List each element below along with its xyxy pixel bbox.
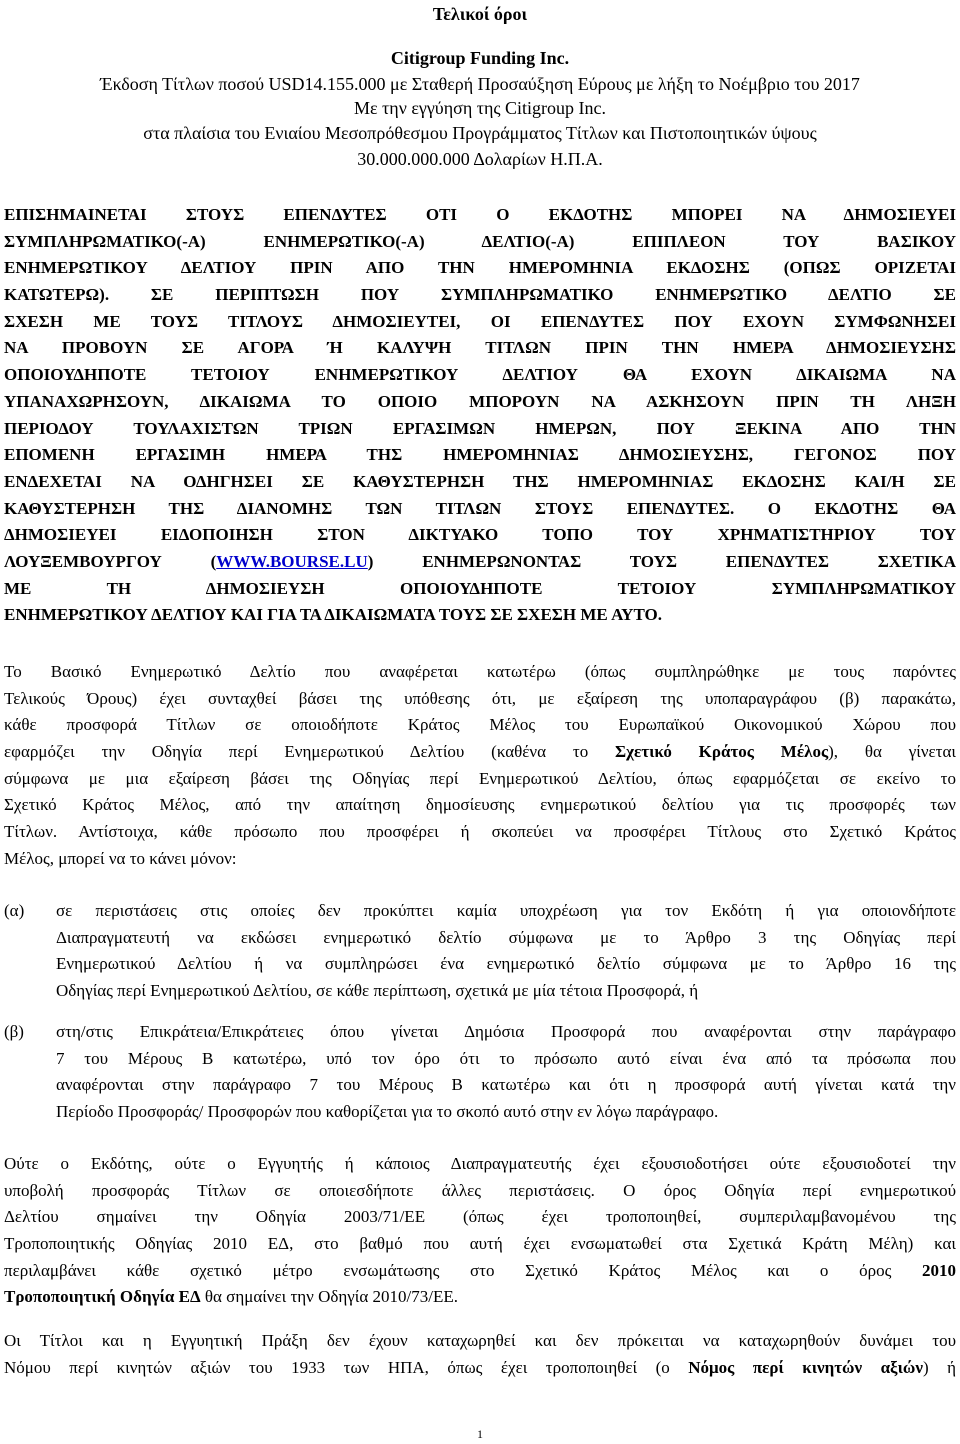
notice-line: ΟΠΟΙΟΥΔΗΠΟΤΕ ΤΕΤΟΙΟΥ ΕΝΗΜΕΡΩΤΙΚΟΥ ΔΕΛΤΙΟΥ ΘΑ ΕΧΟΥΝ ΔΙΚΑΙΩΜΑ ΝΑ [4, 365, 956, 385]
paragraph-line: Το Βασικό Ενημερωτικό Δελτίο που αναφέρεται κατωτέρω (όπως συμπληρώθηκε με τους παρόντες [4, 662, 956, 681]
issue-description: Έκδοση Τίτλων ποσού USD14.155.000 με Σταθερή Προσαύξηση Εύρους με λήξη το Νοέμβριο του 2017 [100, 74, 860, 94]
list-item-line: Περίοδο Προσφοράς/ Προσφορών που καθορίζεται για το σκοπό αυτό στην εν λόγω παράγραφο. [56, 1102, 719, 1122]
list-item-line: Διαπραγματευτή να εκδώσει ενημερωτικό δελτίο σύμφωνα με το Άρθρο 3 της Οδηγίας περί [56, 927, 956, 947]
paragraph-text: περιλαμβάνει κάθε σχετικό μέτρο ενσωμάτωσης στο Σχετικό Κράτος Μέλος και ο όρος [4, 1260, 922, 1280]
notice-line: ΕΝΗΜΕΡΩΤΙΚΟΥ ΔΕΛΤΙΟΥ ΚΑΙ ΓΙΑ ΤΑ ΔΙΚΑΙΩΜΑΤΑ ΤΟΥΣ ΣΕ ΣΧΕΣΗ ΜΕ ΑΥΤΟ. [4, 605, 662, 625]
amending-directive-term: 2010 [922, 1260, 956, 1280]
relevant-member-state-term: Σχετικό Κράτος Μέλος [615, 742, 829, 762]
paragraph-line: Οι Τίτλοι και η Εγγυητική Πράξη δεν έχουν καταχωρηθεί και δεν πρόκειται να καταχωρηθούν δυνάμει του [4, 1331, 956, 1350]
list-item-line: στη/στις Επικράτεια/Επικράτειες όπου γίνεται Δημόσια Προσφορά που αναφέρονται στην παράγραφο [56, 1022, 956, 1041]
notice-line: ΕΝΗΜΕΡΩΤΙΚΟΥ ΔΕΛΤΙΟΥ ΠΡΙΝ ΑΠΟ ΤΗΝ ΗΜΕΡΟΜΗΝΙΑ ΕΚΔΟΣΗΣ (ΟΠΩΣ ΟΡΙΖΕΤΑΙ [4, 258, 956, 278]
paragraph-line: σύμφωνα με μια εξαίρεση βάσει της Οδηγίας περί Ενημερωτικού Δελτίου, όπως εφαρμόζεται σε εκείνο το [4, 768, 956, 788]
paragraph-line: Τροποποιητικής Οδηγίας 2010 ΕΔ, στο βαθμό που αυτή έχει ενσωματωθεί στα Σχετικά Κράτη Μέλη) και [4, 1234, 956, 1254]
list-item-line: αναφέρονται στην παράγραφο 7 του Μέρους Β κατωτέρω και ότι η προσφορά αυτή γίνεται κατά την [56, 1075, 956, 1095]
notice-line: ΕΠΟΜΕΝΗ ΕΡΓΑΣΙΜΗ ΗΜΕΡΑ ΤΗΣ ΗΜΕΡΟΜΗΝΙΑΣ ΔΗΜΟΣΙΕΥΣΗΣ, ΓΕΓΟΝΟΣ ΠΟΥ [4, 445, 956, 465]
notice-line: ΕΝΔΕΧΕΤΑΙ ΝΑ ΟΔΗΓΗΣΕΙ ΣΕ ΚΑΘΥΣΤΕΡΗΣΗ ΤΗΣ ΗΜΕΡΟΜΗΝΙΑΣ ΕΚΔΟΣΗΣ ΚΑΙ/Η ΣΕ [4, 471, 956, 491]
amending-directive-term: Τροποποιητική Οδηγία ΕΔ [4, 1287, 201, 1307]
paragraph-line [4, 1258, 956, 1285]
notice-text: ) ΕΝΗΜΕΡΩΝΟΝΤΑΣ ΤΟΥΣ ΕΠΕΝΔΥΤΕΣ ΣΧΕΤΙΚΑ [367, 551, 956, 571]
paragraph-line: Μέλος, μπορεί να το κάνει μόνον: [4, 848, 237, 868]
paragraph-text: εφαρμόζει την Οδηγία περί Ενημερωτικού Δελτίου (καθένα το [4, 742, 616, 762]
document-title: Τελικοί όροι [432, 4, 528, 24]
notice-line: ΚΑΤΩΤΕΡΩ). ΣΕ ΠΕΡΙΠΤΩΣΗ ΠΟΥ ΣΥΜΠΛΗΡΩΜΑΤΙΚΟ ΕΝΗΜΕΡΩΤΙΚΟ ΔΕΛΤΙΟ ΣΕ [4, 285, 956, 305]
notice-line: ΥΠΑΝΑΧΩΡΗΣΟΥΝ, ΔΙΚΑΙΩΜΑ ΤΟ ΟΠΟΙΟ ΜΠΟΡΟΥΝ ΝΑ ΑΣΚΗΣΟΥΝ ΠΡΙΝ ΤΗ ΛΗΞΗ [4, 391, 956, 411]
notice-line: ΠΕΡΙΟΔΟΥ ΤΟΥΛΑΧΙΣΤΩΝ ΤΡΙΩΝ ΕΡΓΑΣΙΜΩΝ ΗΜΕΡΩΝ, ΠΟΥ ΞΕΚΙΝΑ ΑΠΟ ΤΗΝ [4, 418, 956, 438]
list-item-b [56, 1019, 956, 1126]
programme-amount: 30.000.000.000 Δολαρίων Η.Π.Α. [357, 149, 603, 169]
paragraph-text: ), θα γίνεται [828, 742, 956, 762]
notice-line [4, 549, 956, 576]
paragraph-text: Νόμου περί κινητών αξιών του 1933 των ΗΠΑ, όπως έχει τροποποιηθεί (ο [4, 1357, 689, 1377]
paragraph-line [4, 1284, 956, 1311]
paragraph-line: Τελικούς Όρους) έχει συνταχθεί βάσει της υπόθεσης ότι, με εξαίρεση της υποπαραγράφου (β) παρακάτω, [4, 688, 956, 708]
paragraph-line: Τίτλων. Αντίστοιχα, κάθε πρόσωπο που προσφέρει ή σκοπεύει να προσφέρει Τίτλους στο Σχετικό Κράτος [4, 822, 956, 842]
notice-line: ΜΕ ΤΗ ΔΗΜΟΣΙΕΥΣΗ ΟΠΟΙΟΥΔΗΠΟΤΕ ΤΕΤΟΙΟΥ ΣΥΜΠΛΗΡΩΜΑΤΙΚΟΥ [4, 578, 956, 598]
list-item-line: Οδηγίας περί Ενημερωτικού Δελτίου, σε κάθε περίπτωση, σχετικά με μία τέτοια Προσφορά, ή [56, 981, 699, 1001]
list-marker-a: (α) [4, 901, 25, 920]
programme-line: στα πλαίσια του Ενιαίου Μεσοπρόθεσμου Προγράμματος Τίτλων και Πιστοποιητικών ύψους [143, 123, 817, 143]
prospectus-paragraph [4, 659, 956, 873]
guarantee-line: Με την εγγύηση της Citigroup Inc. [353, 98, 607, 118]
paragraph-text: θα σημαίνει την Οδηγία 2010/73/ΕΕ. [200, 1287, 458, 1307]
notice-line: ΕΠΙΣΗΜΑΙΝΕΤΑΙ ΣΤΟΥΣ ΕΠΕΝΔΥΤΕΣ ΟΤΙ Ο ΕΚΔΟΤΗΣ ΜΠΟΡΕΙ ΝΑ ΔΗΜΟΣΙΕΥΕΙ [4, 205, 956, 224]
issuer-name: Citigroup Funding Inc. [390, 48, 570, 68]
investor-notice [4, 202, 956, 629]
paragraph-line: Ούτε ο Εκδότης, ούτε ο Εγγυητής ή κάποιος Διαπραγματευτής έχει εξουσιοδοτήσει ούτε εξουσιοδοτεί την [4, 1154, 956, 1173]
list-marker-b: (β) [4, 1022, 24, 1041]
list-item-line: 7 του Μέρους Β κατωτέρω, υπό τον όρο ότι το πρόσωπο αυτό είναι ένα από τα πρόσωπα που [56, 1048, 956, 1068]
list-item-line: Ενημερωτικού Δελτίου ή να συμπληρώσει ένα ενημερωτικό δελτίο σύμφωνα με το Άρθρο 16 της [56, 954, 956, 974]
paragraph-text: ) ή [922, 1357, 956, 1377]
bourse-link[interactable]: WWW.BOURSE.LU [216, 551, 368, 571]
paragraph-line [4, 739, 956, 766]
page-number: 1 [477, 1427, 483, 1441]
notice-text: ΛΟΥΞΕΜΒΟΥΡΓΟΥ ( [4, 551, 217, 571]
prospectus-directive-paragraph [4, 1151, 956, 1311]
notice-line: ΚΑΘΥΣΤΕΡΗΣΗ ΤΗΣ ΔΙΑΝΟΜΗΣ ΤΩΝ ΤΙΤΛΩΝ ΣΤΟΥΣ ΕΠΕΝΔΥΤΕΣ. Ο ΕΚΔΟΤΗΣ ΘΑ [4, 498, 956, 518]
list-item-a [56, 898, 956, 1005]
paragraph-line: Δελτίου σημαίνει την Οδηγία 2003/71/ΕΕ (όπως έχει τροποποιηθεί, συμπεριλαμβανομένου της [4, 1207, 956, 1227]
paragraph-line: Σχετικό Κράτος Μέλος, από την απαίτηση δημοσίευσης ενημερωτικού δελτίου για τις προσφορές των [4, 795, 956, 815]
securities-act-term: Νόμος περί κινητών αξιών [688, 1357, 923, 1377]
notice-line: ΣΧΕΣΗ ΜΕ ΤΟΥΣ ΤΙΤΛΟΥΣ ΔΗΜΟΣΙΕΥΤΕΙ, ΟΙ ΕΠΕΝΔΥΤΕΣ ΠΟΥ ΕΧΟΥΝ ΣΥΜΦΩΝΗΣΕΙ [4, 311, 956, 331]
paragraph-line [4, 1355, 956, 1382]
notice-line: ΔΗΜΟΣΙΕΥΕΙ ΕΙΔΟΠΟΙΗΣΗ ΣΤΟΝ ΔΙΚΤΥΑΚΟ ΤΟΠΟ ΤΟΥ ΧΡΗΜΑΤΙΣΤΗΡΙΟΥ ΤΟΥ [4, 525, 956, 545]
paragraph-line: κάθε προσφορά Τίτλων σε οποιοδήποτε Κράτος Μέλος του Ευρωπαϊκού Οικονομικού Χώρου που [4, 715, 956, 735]
notice-line: ΣΥΜΠΛΗΡΩΜΑΤΙΚΟ(-Α) ΕΝΗΜΕΡΩΤΙΚΟ(-Α) ΔΕΛΤΙΟ(-Α) ΕΠΙΠΛΕΟΝ ΤΟΥ ΒΑΣΙΚΟΥ [4, 231, 956, 251]
securities-act-paragraph [4, 1328, 956, 1381]
notice-line: ΝΑ ΠΡΟΒΟΥΝ ΣΕ ΑΓΟΡΑ Ή ΚΑΛΥΨΗ ΤΙΤΛΩΝ ΠΡΙΝ ΤΗΝ ΗΜΕΡΑ ΔΗΜΟΣΙΕΥΣΗΣ [4, 338, 956, 358]
paragraph-line: υποβολή προσφοράς Τίτλων σε οποιεσδήποτε άλλες περιστάσεις. Ο όρος Οδηγία περί ενημερωτικού [4, 1180, 956, 1200]
list-item-line: σε περιστάσεις στις οποίες δεν προκύπτει καμία υποχρέωση για τον Εκδότη ή για οποιονδήποτε [56, 901, 956, 920]
